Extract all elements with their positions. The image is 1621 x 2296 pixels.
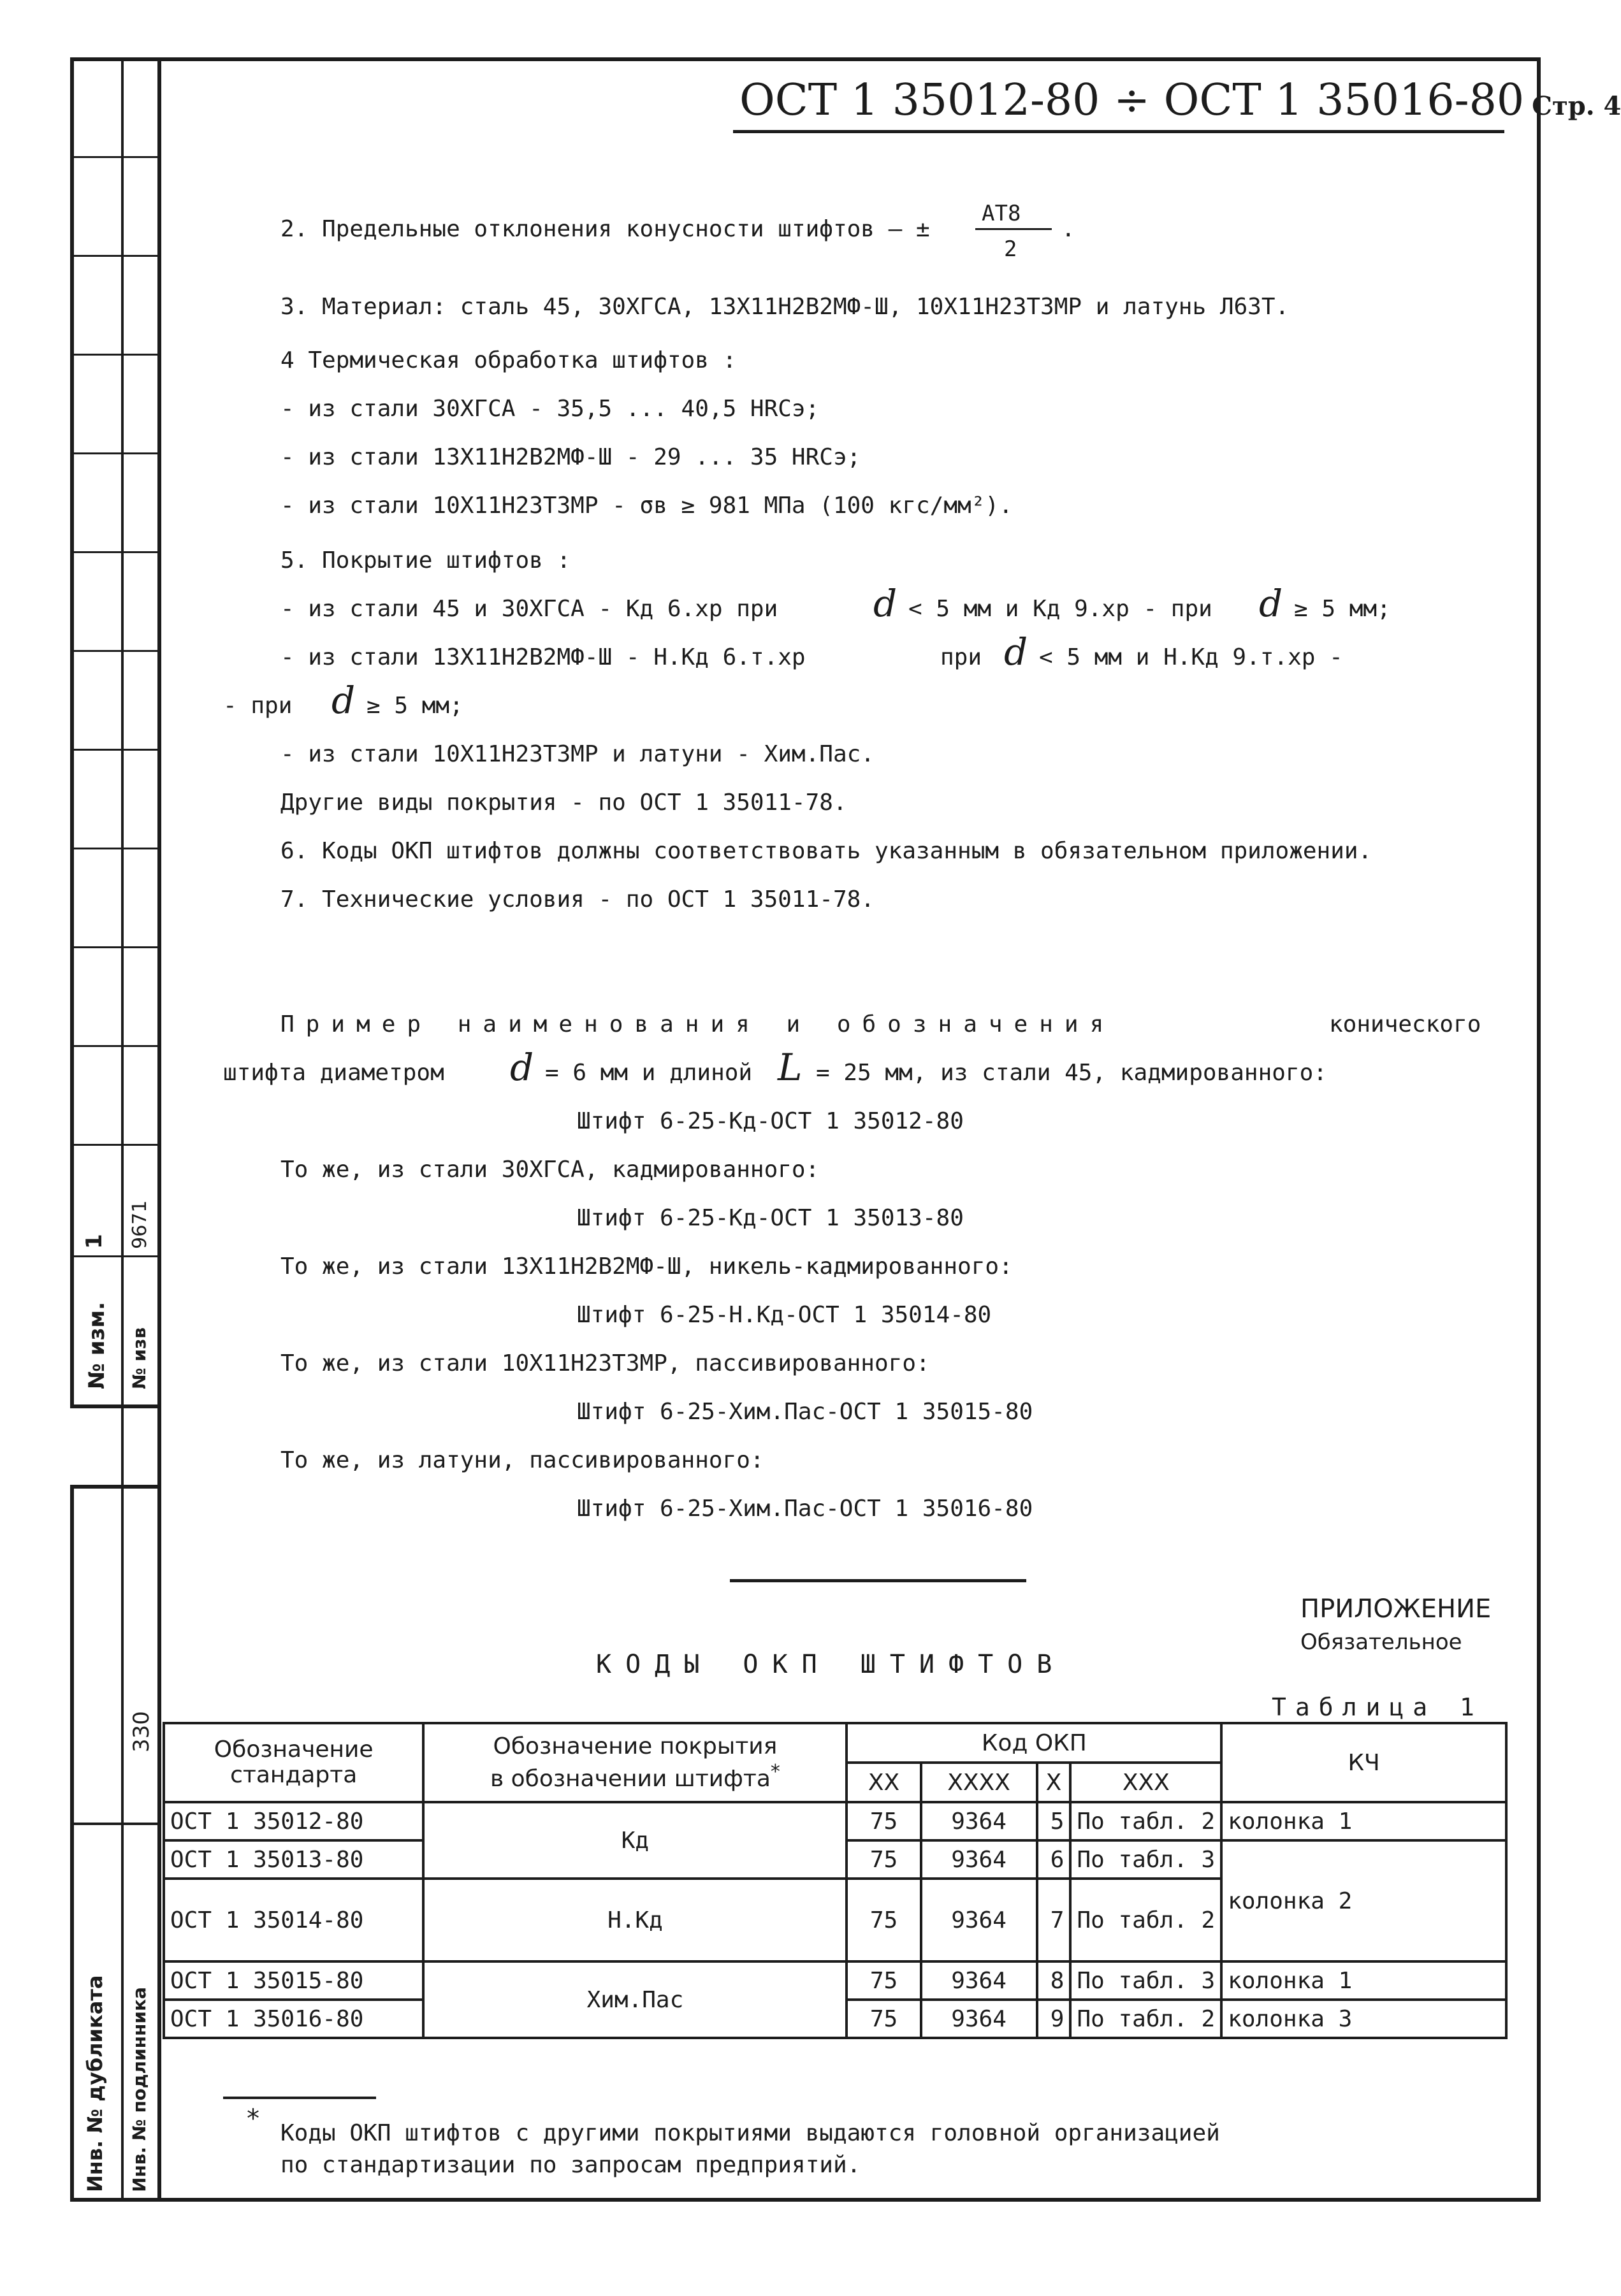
example-text-5: То же, из латуни, пассивированного: bbox=[280, 1447, 764, 1473]
footnote-mark: * bbox=[245, 2104, 261, 2134]
cell-x: 7 bbox=[1037, 1879, 1071, 1961]
cell-xxxx: 9364 bbox=[921, 2000, 1037, 2038]
clause-4a: - из стали 30ХГСА - 35,5 ... 40,5 HRCэ; bbox=[280, 396, 820, 422]
izm-label: № изм. bbox=[84, 1301, 110, 1389]
clause-2: 2. Предельные отклонения конусности штифтов – ± bbox=[280, 216, 930, 242]
footnote-rule bbox=[223, 2097, 376, 2099]
cell-xxxx: 9364 bbox=[921, 1802, 1037, 1840]
cell-xx: 75 bbox=[847, 1961, 920, 2000]
header-okp: Код ОКП bbox=[847, 1723, 1221, 1763]
header-cover-line1: Обозначение покрытия bbox=[493, 1733, 778, 1760]
fraction-denominator: 2 bbox=[1004, 236, 1017, 262]
clause-5b-part2: при bbox=[940, 644, 982, 670]
izv-value: 9671 bbox=[129, 1200, 151, 1249]
izv-label: № изв bbox=[129, 1327, 150, 1389]
document-header bbox=[739, 75, 1621, 126]
clause-5a-part3: ≥ 5 мм; bbox=[1294, 596, 1391, 622]
example-text-4: То же, из стали 10Х11Н23Т3МР, пассивированного: bbox=[280, 1350, 930, 1376]
cell-kch: колонка 1 bbox=[1221, 1802, 1506, 1840]
okp-codes-table bbox=[163, 1722, 1508, 2039]
clause-2-end: . bbox=[1061, 216, 1075, 242]
cell-standard: ОСТ 1 35016-80 bbox=[164, 2000, 423, 2038]
header-cover bbox=[423, 1723, 847, 1802]
clause-5d: - из стали 10Х11Н23Т3МР и латуни - Хим.Пас. bbox=[280, 741, 875, 767]
symbol-d: d bbox=[1004, 630, 1028, 674]
standard-code: ОСТ 1 35012-80 ÷ ОСТ 1 35016-80 bbox=[739, 75, 1525, 126]
cell-xx: 75 bbox=[847, 1879, 920, 1961]
cell-xxx: По табл. 2 bbox=[1070, 1802, 1221, 1840]
example-designation-3: Штифт 6-25-Н.Кд-ОСТ 1 35014-80 bbox=[577, 1302, 992, 1328]
cell-xxxx: 9364 bbox=[921, 1961, 1037, 2000]
clause-4b: - из стали 13Х11Н2В2МФ-Ш - 29 ... 35 HRCэ; bbox=[280, 444, 861, 470]
page-number: Стр. 4 bbox=[1532, 91, 1621, 121]
cell-standard: ОСТ 1 35012-80 bbox=[164, 1802, 423, 1840]
izm-value: 1 bbox=[82, 1234, 107, 1249]
example-line2-part3: = 25 мм, из стали 45, кадмированного: bbox=[816, 1060, 1327, 1086]
symbol-d: d bbox=[873, 582, 898, 625]
clause-5c-part1: - при bbox=[223, 693, 293, 719]
cell-standard: ОСТ 1 35014-80 bbox=[164, 1879, 423, 1961]
cell-kch: колонка 2 bbox=[1221, 1840, 1506, 1961]
clause-5a-part1: - из стали 45 и 30ХГСА - Кд 6.хр при bbox=[280, 596, 778, 622]
clause-6: 6. Коды ОКП штифтов должны соответствовать указанным в обязательном приложении. bbox=[280, 838, 1372, 864]
cell-xxxx: 9364 bbox=[921, 1879, 1037, 1961]
header-xxxx: ХХХХ bbox=[921, 1763, 1037, 1802]
cell-xx: 75 bbox=[847, 1840, 920, 1879]
table-row bbox=[164, 1802, 1506, 1840]
example-designation-2: Штифт 6-25-Кд-ОСТ 1 35013-80 bbox=[577, 1205, 964, 1231]
cell-kch: колонка 3 bbox=[1221, 2000, 1506, 2038]
inv-value: 330 bbox=[129, 1711, 154, 1752]
cell-x: 6 bbox=[1037, 1840, 1071, 1879]
cell-x: 8 bbox=[1037, 1961, 1071, 2000]
cell-x: 5 bbox=[1037, 1802, 1071, 1840]
clause-5: 5. Покрытие штифтов : bbox=[280, 547, 571, 574]
cell-xxx: По табл. 2 bbox=[1070, 2000, 1221, 2038]
stamp-sidebar bbox=[70, 57, 161, 2202]
dubl-label: Инв. № дубликата bbox=[83, 1975, 107, 2192]
header-cover-line2: в обозначении штифта bbox=[490, 1765, 771, 1792]
cell-xx: 75 bbox=[847, 1802, 920, 1840]
clause-3: 3. Материал: сталь 45, 30ХГСА, 13Х11Н2В2МФ-Ш, 10Х11Н23Т3МР и латунь Л63Т. bbox=[280, 294, 1290, 320]
table-row bbox=[164, 1961, 1506, 2000]
footnote-line1: Коды ОКП штифтов с другими покрытиями выдаются головной организацией bbox=[280, 2120, 1220, 2146]
clause-4c: - из стали 10Х11Н23Т3МР - σв ≥ 981 МПа (100 кгс/мм²). bbox=[280, 493, 1013, 519]
footnote-line2: по стандартизации по запросам предприятий. bbox=[280, 2152, 861, 2178]
section-divider bbox=[730, 1579, 1026, 1582]
fraction-numerator: АТ8 bbox=[982, 201, 1021, 226]
cell-xxx: По табл. 3 bbox=[1070, 1961, 1221, 2000]
example-text-2: То же, из стали 30ХГСА, кадмированного: bbox=[280, 1157, 820, 1183]
cell-xxxx: 9364 bbox=[921, 1840, 1037, 1879]
cell-standard: ОСТ 1 35015-80 bbox=[164, 1961, 423, 2000]
clause-5a-part2: < 5 мм и Кд 9.хр - при bbox=[908, 596, 1212, 622]
cell-kch: колонка 1 bbox=[1221, 1961, 1506, 2000]
symbol-d: d bbox=[510, 1046, 534, 1089]
appendix-label: ПРИЛОЖЕНИЕ bbox=[1300, 1594, 1492, 1624]
cell-cover: Кд bbox=[423, 1802, 847, 1879]
table-label: Таблица 1 bbox=[1272, 1693, 1483, 1721]
header-xx: ХХ bbox=[847, 1763, 920, 1802]
example-intro: Пример наименования и обозначения bbox=[280, 1011, 1116, 1037]
clause-5e: Другие виды покрытия - по ОСТ 1 35011-78. bbox=[280, 790, 847, 816]
clause-5b-part1: - из стали 13Х11Н2В2МФ-Ш - Н.Кд 6.т.хр bbox=[280, 644, 806, 670]
podl-label: Инв. № подлинника bbox=[129, 1987, 150, 2192]
clause-7: 7. Технические условия - по ОСТ 1 35011-78. bbox=[280, 886, 875, 913]
clause-5b-part3: < 5 мм и Н.Кд 9.т.хр - bbox=[1039, 644, 1343, 670]
example-designation-1: Штифт 6-25-Кд-ОСТ 1 35012-80 bbox=[577, 1108, 964, 1134]
footnote-ref: * bbox=[770, 1760, 780, 1783]
header-underline bbox=[733, 130, 1504, 133]
symbol-d: d bbox=[1259, 582, 1283, 625]
cell-standard: ОСТ 1 35013-80 bbox=[164, 1840, 423, 1879]
example-intro-end: конического bbox=[1329, 1011, 1481, 1037]
cell-xxx: По табл. 2 bbox=[1070, 1879, 1221, 1961]
example-line2-part2: = 6 мм и длиной bbox=[545, 1060, 753, 1086]
cell-cover: Хим.Пас bbox=[423, 1961, 847, 2038]
appendix-status: Обязательное bbox=[1300, 1629, 1462, 1655]
header-standard: Обозначение стандарта bbox=[164, 1723, 423, 1802]
example-line2-part1: штифта диаметром bbox=[223, 1060, 444, 1086]
fraction-bar bbox=[975, 228, 1052, 230]
symbol-L: L bbox=[778, 1046, 803, 1089]
appendix-title: КОДЫ ОКП ШТИФТОВ bbox=[596, 1650, 1066, 1679]
example-designation-4: Штифт 6-25-Хим.Пас-ОСТ 1 35015-80 bbox=[577, 1399, 1033, 1425]
cell-cover: Н.Кд bbox=[423, 1879, 847, 1961]
header-xxx: ХХХ bbox=[1070, 1763, 1221, 1802]
symbol-d: d bbox=[331, 679, 356, 722]
example-text-3: То же, из стали 13Х11Н2В2МФ-Ш, никель-кадмированного: bbox=[280, 1253, 1013, 1280]
cell-xx: 75 bbox=[847, 2000, 920, 2038]
cell-xxx: По табл. 3 bbox=[1070, 1840, 1221, 1879]
example-designation-5: Штифт 6-25-Хим.Пас-ОСТ 1 35016-80 bbox=[577, 1496, 1033, 1522]
clause-5c-part2: ≥ 5 мм; bbox=[367, 693, 463, 719]
clause-4: 4 Термическая обработка штифтов : bbox=[280, 347, 737, 373]
header-kch: КЧ bbox=[1221, 1723, 1506, 1802]
cell-x: 9 bbox=[1037, 2000, 1071, 2038]
header-x: Х bbox=[1037, 1763, 1071, 1802]
